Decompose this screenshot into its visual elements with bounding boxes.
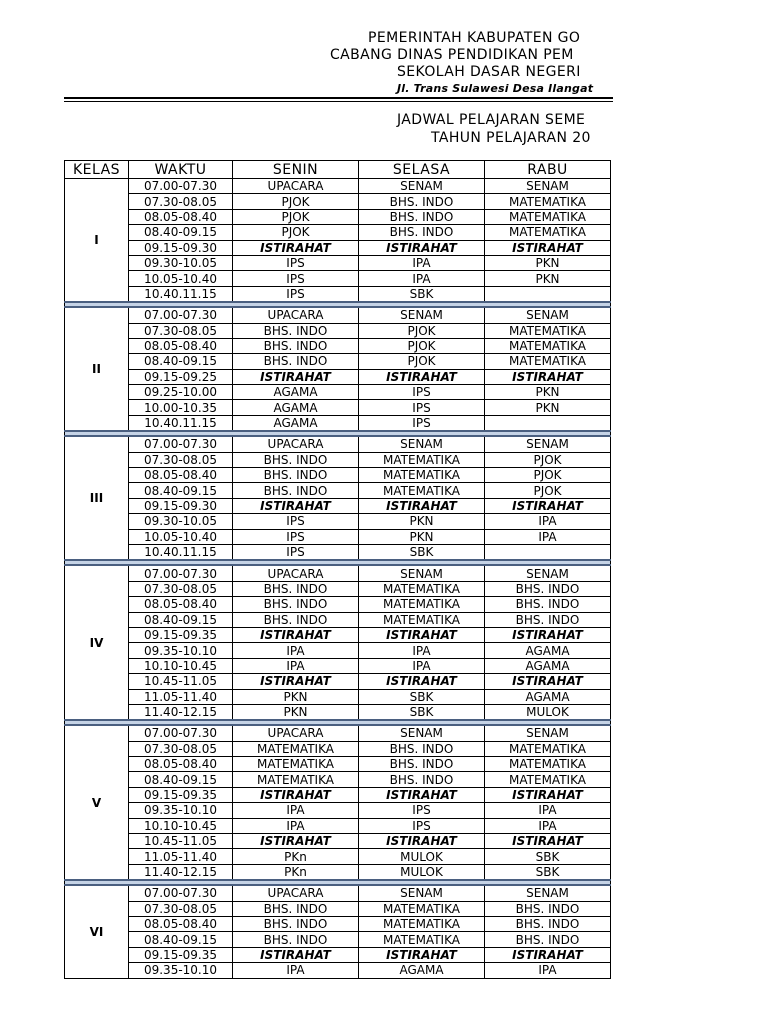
rabu-cell: IPA bbox=[485, 818, 611, 833]
rabu-cell: MATEMATIKA bbox=[485, 338, 611, 353]
selasa-cell: BHS. INDO bbox=[359, 194, 485, 209]
selasa-cell: BHS. INDO bbox=[359, 225, 485, 240]
header-rabu: RABU bbox=[485, 161, 611, 179]
selasa-cell: ISTIRAHAT bbox=[359, 498, 485, 513]
table-row bbox=[65, 674, 611, 689]
header-selasa: SELASA bbox=[359, 161, 485, 179]
waktu-cell: 09.35-10.10 bbox=[129, 963, 233, 978]
table-row bbox=[65, 498, 611, 513]
senin-cell: IPS bbox=[233, 544, 359, 560]
waktu-cell: 08.40-09.15 bbox=[129, 612, 233, 627]
waktu-cell: 09.15-09.35 bbox=[129, 947, 233, 962]
waktu-cell: 08.05-08.40 bbox=[129, 468, 233, 483]
senin-cell: IPS bbox=[233, 255, 359, 270]
senin-cell: PKN bbox=[233, 704, 359, 720]
senin-cell: IPA bbox=[233, 658, 359, 673]
header-school: SEKOLAH DASAR NEGERI bbox=[397, 64, 581, 80]
senin-cell: BHS. INDO bbox=[233, 452, 359, 467]
senin-cell: PKn bbox=[233, 864, 359, 880]
table-row bbox=[65, 689, 611, 704]
senin-cell: BHS. INDO bbox=[233, 354, 359, 369]
waktu-cell: 11.05-11.40 bbox=[129, 849, 233, 864]
table-row bbox=[65, 415, 611, 431]
selasa-cell: SBK bbox=[359, 286, 485, 302]
waktu-cell: 07.00-07.30 bbox=[129, 436, 233, 452]
schedule-title: JADWAL PELAJARAN SEME bbox=[397, 112, 586, 128]
waktu-cell: 10.40.11.15 bbox=[129, 415, 233, 431]
rabu-cell: SBK bbox=[485, 864, 611, 880]
selasa-cell: ISTIRAHAT bbox=[359, 627, 485, 642]
senin-cell: BHS. INDO bbox=[233, 597, 359, 612]
selasa-cell: AGAMA bbox=[359, 963, 485, 978]
rabu-cell: PJOK bbox=[485, 452, 611, 467]
header-rule-thick bbox=[64, 97, 613, 99]
waktu-cell: 08.05-08.40 bbox=[129, 916, 233, 931]
waktu-cell: 11.05-11.40 bbox=[129, 689, 233, 704]
rabu-cell: ISTIRAHAT bbox=[485, 240, 611, 255]
table-row bbox=[65, 849, 611, 864]
senin-cell: IPA bbox=[233, 643, 359, 658]
selasa-cell: ISTIRAHAT bbox=[359, 674, 485, 689]
senin-cell: PJOK bbox=[233, 209, 359, 224]
selasa-cell: IPS bbox=[359, 415, 485, 431]
rabu-cell: BHS. INDO bbox=[485, 581, 611, 596]
waktu-cell: 07.00-07.30 bbox=[129, 565, 233, 581]
kelas-cell: V bbox=[65, 725, 129, 880]
senin-cell: BHS. INDO bbox=[233, 483, 359, 498]
selasa-cell: PKN bbox=[359, 514, 485, 529]
waktu-cell: 10.40.11.15 bbox=[129, 286, 233, 302]
rabu-cell: MATEMATIKA bbox=[485, 772, 611, 787]
selasa-cell: ISTIRAHAT bbox=[359, 787, 485, 802]
rabu-cell: SENAM bbox=[485, 436, 611, 452]
rabu-cell: ISTIRAHAT bbox=[485, 369, 611, 384]
senin-cell: MATEMATIKA bbox=[233, 741, 359, 756]
waktu-cell: 08.05-08.40 bbox=[129, 597, 233, 612]
senin-cell: BHS. INDO bbox=[233, 612, 359, 627]
waktu-cell: 10.10-10.45 bbox=[129, 658, 233, 673]
senin-cell: UPACARA bbox=[233, 725, 359, 741]
rabu-cell: BHS. INDO bbox=[485, 597, 611, 612]
rabu-cell: AGAMA bbox=[485, 689, 611, 704]
senin-cell: MATEMATIKA bbox=[233, 757, 359, 772]
rabu-cell: PKN bbox=[485, 255, 611, 270]
waktu-cell: 07.00-07.30 bbox=[129, 179, 233, 194]
table-row bbox=[65, 597, 611, 612]
senin-cell: AGAMA bbox=[233, 415, 359, 431]
senin-cell: IPS bbox=[233, 514, 359, 529]
rabu-cell: PKN bbox=[485, 400, 611, 415]
table-row bbox=[65, 834, 611, 849]
waktu-cell: 10.00-10.35 bbox=[129, 400, 233, 415]
table-row bbox=[65, 179, 611, 194]
table-row bbox=[65, 529, 611, 544]
header-department: CABANG DINAS PENDIDIKAN PEM bbox=[330, 47, 574, 63]
kelas-cell: III bbox=[65, 436, 129, 560]
selasa-cell: IPS bbox=[359, 803, 485, 818]
waktu-cell: 08.05-08.40 bbox=[129, 338, 233, 353]
table-row bbox=[65, 286, 611, 302]
rabu-cell: MATEMATIKA bbox=[485, 741, 611, 756]
rabu-cell: PJOK bbox=[485, 483, 611, 498]
senin-cell: IPS bbox=[233, 529, 359, 544]
senin-cell: UPACARA bbox=[233, 307, 359, 323]
senin-cell: MATEMATIKA bbox=[233, 772, 359, 787]
header-waktu: WAKTU bbox=[129, 161, 233, 179]
senin-cell: PKN bbox=[233, 689, 359, 704]
header-kelas: KELAS bbox=[65, 161, 129, 179]
senin-cell: UPACARA bbox=[233, 885, 359, 901]
rabu-cell: ISTIRAHAT bbox=[485, 627, 611, 642]
table-row bbox=[65, 741, 611, 756]
senin-cell: UPACARA bbox=[233, 436, 359, 452]
table-row bbox=[65, 916, 611, 931]
waktu-cell: 09.15-09.30 bbox=[129, 498, 233, 513]
waktu-cell: 08.40-09.15 bbox=[129, 483, 233, 498]
waktu-cell: 10.45-11.05 bbox=[129, 674, 233, 689]
rabu-cell: MATEMATIKA bbox=[485, 225, 611, 240]
selasa-cell: PJOK bbox=[359, 323, 485, 338]
waktu-cell: 10.10-10.45 bbox=[129, 818, 233, 833]
waktu-cell: 08.40-09.15 bbox=[129, 225, 233, 240]
selasa-cell: ISTIRAHAT bbox=[359, 947, 485, 962]
selasa-cell: SENAM bbox=[359, 179, 485, 194]
table-row bbox=[65, 901, 611, 916]
rabu-cell: PKN bbox=[485, 385, 611, 400]
rabu-cell bbox=[485, 415, 611, 431]
senin-cell: BHS. INDO bbox=[233, 916, 359, 931]
selasa-cell: BHS. INDO bbox=[359, 741, 485, 756]
waktu-cell: 10.40.11.15 bbox=[129, 544, 233, 560]
rabu-cell: ISTIRAHAT bbox=[485, 674, 611, 689]
senin-cell: PJOK bbox=[233, 225, 359, 240]
kelas-cell: I bbox=[65, 179, 129, 303]
rabu-cell: SENAM bbox=[485, 565, 611, 581]
senin-cell: AGAMA bbox=[233, 385, 359, 400]
rabu-cell: MATEMATIKA bbox=[485, 323, 611, 338]
table-row bbox=[65, 255, 611, 270]
table-row bbox=[65, 818, 611, 833]
rabu-cell: MATEMATIKA bbox=[485, 354, 611, 369]
selasa-cell: BHS. INDO bbox=[359, 757, 485, 772]
waktu-cell: 08.40-09.15 bbox=[129, 932, 233, 947]
table-row bbox=[65, 932, 611, 947]
senin-cell: BHS. INDO bbox=[233, 323, 359, 338]
senin-cell: UPACARA bbox=[233, 565, 359, 581]
selasa-cell: MATEMATIKA bbox=[359, 932, 485, 947]
waktu-cell: 09.25-10.00 bbox=[129, 385, 233, 400]
selasa-cell: IPA bbox=[359, 271, 485, 286]
senin-cell: IPS bbox=[233, 286, 359, 302]
kelas-cell: II bbox=[65, 307, 129, 431]
kelas-cell: IV bbox=[65, 565, 129, 720]
selasa-cell: SENAM bbox=[359, 436, 485, 452]
table-row bbox=[65, 757, 611, 772]
waktu-cell: 08.40-09.15 bbox=[129, 354, 233, 369]
waktu-cell: 07.30-08.05 bbox=[129, 741, 233, 756]
table-row bbox=[65, 400, 611, 415]
header-government: PEMERINTAH KABUPATEN GO bbox=[368, 30, 581, 46]
selasa-cell: IPS bbox=[359, 400, 485, 415]
selasa-cell: MULOK bbox=[359, 849, 485, 864]
rabu-cell: SENAM bbox=[485, 307, 611, 323]
selasa-cell: MATEMATIKA bbox=[359, 581, 485, 596]
table-row bbox=[65, 565, 611, 581]
waktu-cell: 07.30-08.05 bbox=[129, 194, 233, 209]
table-row bbox=[65, 307, 611, 323]
rabu-cell: SBK bbox=[485, 849, 611, 864]
table-row bbox=[65, 947, 611, 962]
table-row bbox=[65, 864, 611, 880]
schedule-table bbox=[64, 160, 611, 979]
waktu-cell: 09.15-09.35 bbox=[129, 787, 233, 802]
rabu-cell: IPA bbox=[485, 963, 611, 978]
table-row bbox=[65, 704, 611, 720]
senin-cell: IPS bbox=[233, 271, 359, 286]
waktu-cell: 07.30-08.05 bbox=[129, 323, 233, 338]
selasa-cell: SENAM bbox=[359, 565, 485, 581]
rabu-cell: IPA bbox=[485, 514, 611, 529]
table-row bbox=[65, 436, 611, 452]
waktu-cell: 09.35-10.10 bbox=[129, 643, 233, 658]
schedule-body bbox=[65, 179, 611, 979]
selasa-cell: IPA bbox=[359, 643, 485, 658]
table-row bbox=[65, 452, 611, 467]
rabu-cell: SENAM bbox=[485, 885, 611, 901]
waktu-cell: 09.15-09.25 bbox=[129, 369, 233, 384]
selasa-cell: SENAM bbox=[359, 307, 485, 323]
table-row bbox=[65, 612, 611, 627]
senin-cell: ISTIRAHAT bbox=[233, 947, 359, 962]
senin-cell: ISTIRAHAT bbox=[233, 787, 359, 802]
waktu-cell: 07.00-07.30 bbox=[129, 885, 233, 901]
waktu-cell: 07.30-08.05 bbox=[129, 452, 233, 467]
kelas-cell: VI bbox=[65, 885, 129, 978]
senin-cell: BHS. INDO bbox=[233, 901, 359, 916]
rabu-cell: BHS. INDO bbox=[485, 916, 611, 931]
rabu-cell: IPA bbox=[485, 803, 611, 818]
senin-cell: AGAMA bbox=[233, 400, 359, 415]
selasa-cell: BHS. INDO bbox=[359, 209, 485, 224]
waktu-cell: 10.05-10.40 bbox=[129, 271, 233, 286]
selasa-cell: IPA bbox=[359, 658, 485, 673]
senin-cell: IPA bbox=[233, 818, 359, 833]
table-row bbox=[65, 209, 611, 224]
table-row bbox=[65, 803, 611, 818]
rabu-cell: ISTIRAHAT bbox=[485, 834, 611, 849]
selasa-cell: SENAM bbox=[359, 885, 485, 901]
table-row bbox=[65, 787, 611, 802]
selasa-cell: IPA bbox=[359, 255, 485, 270]
selasa-cell: MATEMATIKA bbox=[359, 452, 485, 467]
waktu-cell: 09.35-10.10 bbox=[129, 803, 233, 818]
rabu-cell: BHS. INDO bbox=[485, 901, 611, 916]
header-address: Jl. Trans Sulawesi Desa Ilangat bbox=[397, 82, 594, 95]
rabu-cell: PKN bbox=[485, 271, 611, 286]
rabu-cell: BHS. INDO bbox=[485, 612, 611, 627]
selasa-cell: PJOK bbox=[359, 354, 485, 369]
table-row bbox=[65, 323, 611, 338]
table-row bbox=[65, 194, 611, 209]
rabu-cell bbox=[485, 544, 611, 560]
table-row bbox=[65, 385, 611, 400]
selasa-cell: MULOK bbox=[359, 864, 485, 880]
rabu-cell: PJOK bbox=[485, 468, 611, 483]
senin-cell: BHS. INDO bbox=[233, 468, 359, 483]
rabu-cell: ISTIRAHAT bbox=[485, 787, 611, 802]
table-row bbox=[65, 468, 611, 483]
rabu-cell: BHS. INDO bbox=[485, 932, 611, 947]
senin-cell: ISTIRAHAT bbox=[233, 674, 359, 689]
waktu-cell: 10.45-11.05 bbox=[129, 834, 233, 849]
senin-cell: BHS. INDO bbox=[233, 932, 359, 947]
selasa-cell: ISTIRAHAT bbox=[359, 834, 485, 849]
header-senin: SENIN bbox=[233, 161, 359, 179]
selasa-cell: MATEMATIKA bbox=[359, 483, 485, 498]
rabu-cell: IPA bbox=[485, 529, 611, 544]
table-row bbox=[65, 772, 611, 787]
senin-cell: ISTIRAHAT bbox=[233, 240, 359, 255]
rabu-cell: MATEMATIKA bbox=[485, 757, 611, 772]
rabu-cell: MATEMATIKA bbox=[485, 194, 611, 209]
table-row bbox=[65, 544, 611, 560]
table-row bbox=[65, 963, 611, 978]
senin-cell: ISTIRAHAT bbox=[233, 627, 359, 642]
senin-cell: ISTIRAHAT bbox=[233, 369, 359, 384]
selasa-cell: IPS bbox=[359, 818, 485, 833]
selasa-cell: IPS bbox=[359, 385, 485, 400]
selasa-cell: ISTIRAHAT bbox=[359, 240, 485, 255]
waktu-cell: 09.15-09.35 bbox=[129, 627, 233, 642]
table-row bbox=[65, 514, 611, 529]
table-row bbox=[65, 658, 611, 673]
selasa-cell: PJOK bbox=[359, 338, 485, 353]
rabu-cell: ISTIRAHAT bbox=[485, 498, 611, 513]
table-row bbox=[65, 369, 611, 384]
waktu-cell: 07.00-07.30 bbox=[129, 725, 233, 741]
senin-cell: IPA bbox=[233, 963, 359, 978]
rabu-cell: AGAMA bbox=[485, 643, 611, 658]
senin-cell: ISTIRAHAT bbox=[233, 498, 359, 513]
table-row bbox=[65, 225, 611, 240]
waktu-cell: 08.40-09.15 bbox=[129, 772, 233, 787]
selasa-cell: BHS. INDO bbox=[359, 772, 485, 787]
rabu-cell bbox=[485, 286, 611, 302]
senin-cell: BHS. INDO bbox=[233, 338, 359, 353]
table-row bbox=[65, 627, 611, 642]
selasa-cell: MATEMATIKA bbox=[359, 612, 485, 627]
waktu-cell: 07.00-07.30 bbox=[129, 307, 233, 323]
rabu-cell: ISTIRAHAT bbox=[485, 947, 611, 962]
waktu-cell: 09.30-10.05 bbox=[129, 514, 233, 529]
waktu-cell: 11.40-12.15 bbox=[129, 704, 233, 720]
waktu-cell: 11.40-12.15 bbox=[129, 864, 233, 880]
waktu-cell: 07.30-08.05 bbox=[129, 581, 233, 596]
rabu-cell: MATEMATIKA bbox=[485, 209, 611, 224]
rabu-cell: AGAMA bbox=[485, 658, 611, 673]
table-row bbox=[65, 240, 611, 255]
selasa-cell: ISTIRAHAT bbox=[359, 369, 485, 384]
selasa-cell: SBK bbox=[359, 704, 485, 720]
rabu-cell: SENAM bbox=[485, 179, 611, 194]
rabu-cell: MULOK bbox=[485, 704, 611, 720]
schedule-year: TAHUN PELAJARAN 20 bbox=[431, 130, 591, 146]
waktu-cell: 10.05-10.40 bbox=[129, 529, 233, 544]
senin-cell: ISTIRAHAT bbox=[233, 834, 359, 849]
senin-cell: BHS. INDO bbox=[233, 581, 359, 596]
table-header-row bbox=[65, 161, 611, 179]
senin-cell: IPA bbox=[233, 803, 359, 818]
table-row bbox=[65, 885, 611, 901]
table-row bbox=[65, 271, 611, 286]
waktu-cell: 09.30-10.05 bbox=[129, 255, 233, 270]
waktu-cell: 09.15-09.30 bbox=[129, 240, 233, 255]
selasa-cell: SBK bbox=[359, 544, 485, 560]
selasa-cell: SENAM bbox=[359, 725, 485, 741]
selasa-cell: MATEMATIKA bbox=[359, 597, 485, 612]
table-row bbox=[65, 581, 611, 596]
waktu-cell: 07.30-08.05 bbox=[129, 901, 233, 916]
header-rule-thin bbox=[64, 101, 613, 102]
table-row bbox=[65, 725, 611, 741]
waktu-cell: 08.05-08.40 bbox=[129, 757, 233, 772]
selasa-cell: MATEMATIKA bbox=[359, 916, 485, 931]
selasa-cell: SBK bbox=[359, 689, 485, 704]
senin-cell: PJOK bbox=[233, 194, 359, 209]
table-row bbox=[65, 354, 611, 369]
selasa-cell: MATEMATIKA bbox=[359, 468, 485, 483]
senin-cell: PKn bbox=[233, 849, 359, 864]
table-row bbox=[65, 483, 611, 498]
waktu-cell: 08.05-08.40 bbox=[129, 209, 233, 224]
senin-cell: UPACARA bbox=[233, 179, 359, 194]
table-row bbox=[65, 643, 611, 658]
rabu-cell: SENAM bbox=[485, 725, 611, 741]
selasa-cell: MATEMATIKA bbox=[359, 901, 485, 916]
selasa-cell: PKN bbox=[359, 529, 485, 544]
table-row bbox=[65, 338, 611, 353]
